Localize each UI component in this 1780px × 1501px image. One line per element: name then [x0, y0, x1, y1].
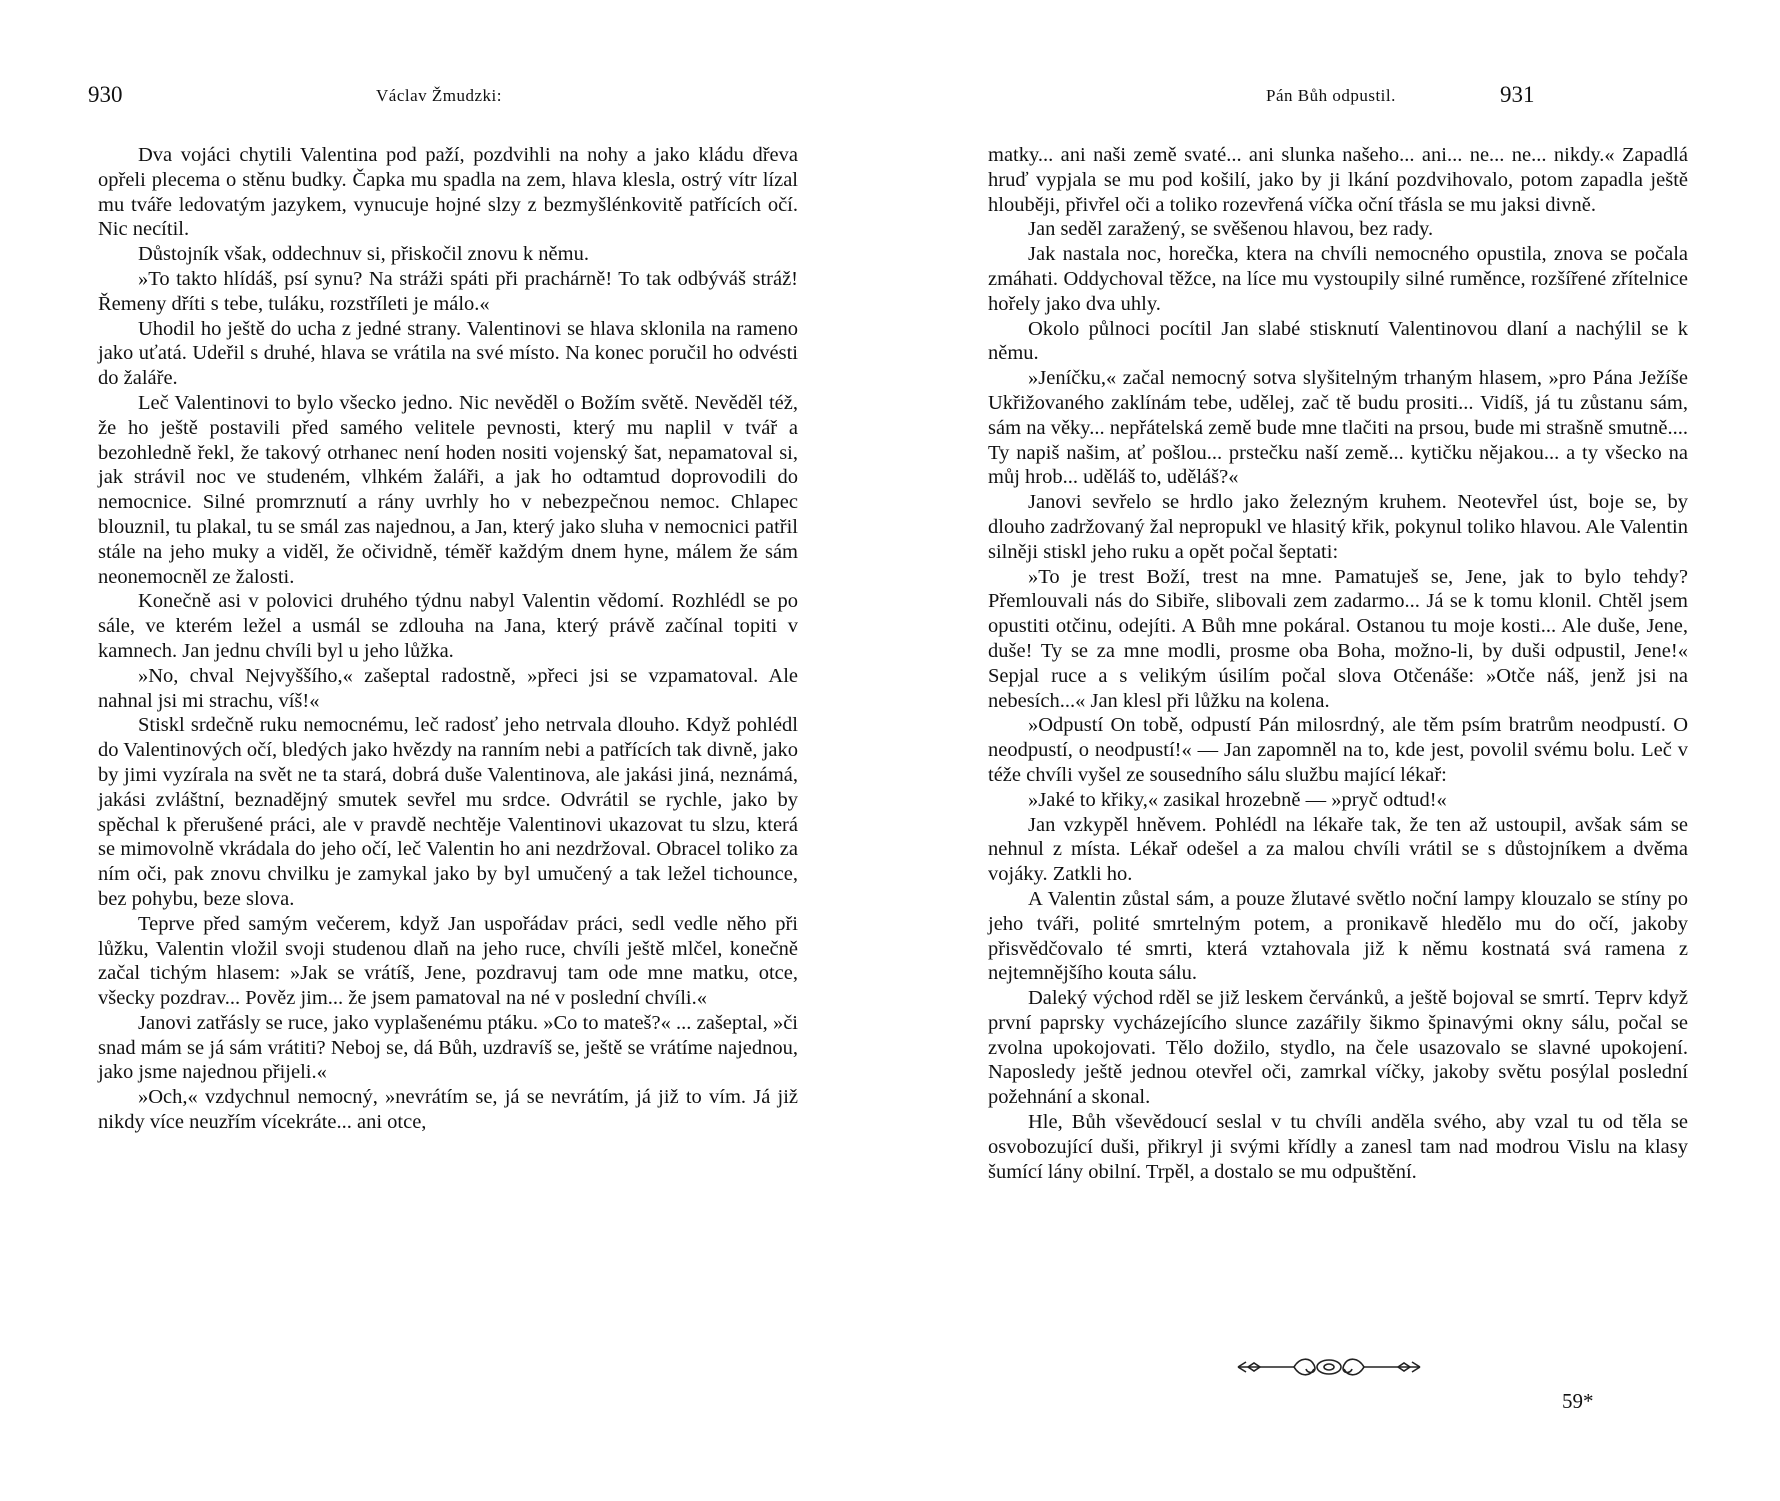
paragraph: Janovi zatřásly se ruce, jako vyplašenému ptáku. »Co to mateš?« ... zašeptal, »či snad mám se já sám vrátiti? Neboj se, dá Bůh, uzdravíš se, ještě se vrátíme najednou, jako jsme najednou přijeli.«: [98, 1011, 798, 1084]
paragraph: A Valentin zůstal sám, a pouze žlutavé světlo noční lampy klouzalo se stíny po jeho tváři, polité smrtelným potem, a pronikavě hledělo mu do očí, jakoby přisvědčovalo té smrti, která vztahovala již k němu kostnatá svá ramena z nejtemnějšího kouta sálu.: [988, 887, 1688, 985]
paragraph: Konečně asi v polovici druhého týdnu nabyl Valentin vědomí. Rozhlédl se po sále, ve kterém ležel a usmál se zdlouha na Jana, který právě začínal topiti v kamnech. Jan jednu chvíli byl u jeho lůžka.: [98, 590, 798, 662]
paragraph: matky... ani naši země svaté... ani slunka našeho... ani... ne... ne... nikdy.« Zapadlá hruď vypjala se mu pod košilí, jako by ji lkání pozdvihovalo, potom zapadla ještě hlouběji, přivřel oči a toliko rozevřená víčka oční třásla se mu jaksi divně.: [988, 144, 1688, 216]
paragraph: Teprve před samým večerem, když Jan uspořádav práci, sedl vedle něho při lůžku, Valentin vložil svoji studenou dlaň na jeho ruce, chvíli ještě mlčel, konečně začal tichým hlasem: »Jak se vrátíš, Jene, pozdravuj tam ode mne matku, otce, všecky pozdrav... Pověz jim... že jsem pamatoval na né v poslední chvíli.«: [98, 912, 798, 1010]
paragraph: Daleký východ rděl se již leskem červánků, a ještě bojoval se smrtí. Teprv když první paprsky vycházejícího slunce zazářily šikmo špinavými okny sálu, počal se zvolna upokojovati. Tělo dožilo, stydlo, na čele usazovalo se slavné upokojení. Naposledy ještě jednou otevřel oči, zamrkal víčky, jakoby světu posýlal poslední požehnání a skonal.: [988, 987, 1688, 1109]
paragraph: Stiskl srdečně ruku nemocnému, leč radosť jeho netrvala dlouho. Když pohlédl do Valentinových očí, bledých jako hvězdy na ranním nebi a patřících tak divně, jako by jimi vyzírala na svět ne ta stará, dobrá duše Valentinova, ale jakási jiná, neznámá, jakási zvláštní, beznadějný smutek sevřel mu srdce. Odvrátil se rychle, jako by spěchal k přerušené práci, ale v pravdě nechtěje Valentinovi ukazovat tu slzu, která se mimovolně vkrádala do jeho očí, leč Valentin ho ani nezdržoval. Obracel toliko za ním oči, pak znovu chvilku je zamykal jako by byl umučený a tak ležel tichounce, bez pohybu, beze slova.: [98, 714, 798, 910]
paragraph: »Jaké to křiky,« zasikal hrozebně — »pryč odtud!«: [1028, 788, 1447, 811]
body-text: [98, 143, 798, 1135]
paragraph: »To takto hlídáš, psí synu? Na stráži spáti při prachárně! To tak odbýváš stráž! Řemeny dříti s tebe, tuláku, rozstříleti je málo.«: [98, 267, 798, 315]
paragraph: Uhodil ho ještě do ucha z jedné strany. Valentinovi se hlava sklonila na rameno jako uťatá. Udeřil s druhé, hlava se vrátila na své místo. Na konec poručil ho odvésti do žaláře.: [98, 317, 798, 390]
paragraph: Okolo půlnoci pocítil Jan slabé stisknutí Valentinovou dlaní a nachýlil se k němu.: [988, 317, 1688, 365]
running-head: Pán Bůh odpustil.: [1266, 86, 1396, 105]
paragraph: Dva vojáci chytili Valentina pod paží, pozdvihli na nohy a jako kládu dřeva opřeli plecema o stěnu budky. Čapka mu spadla na zem, hlava klesla, ostrý vítr lízal mu tváře ledovatým jazykem, vynucuje hojné slzy z bezmyšlénkovitě patřících očí. Nic necítil.: [98, 144, 798, 241]
paragraph: Jak nastala noc, horečka, ktera na chvíli nemocného opustila, znova se počala zmáhati. Oddychoval těžce, na líce mu vystoupily silné ruměnce, rozšířené zřítelnice hořely jako dva uhly.: [988, 243, 1688, 315]
paragraph: Janovi sevřelo se hrdlo jako železným kruhem. Neotevřel úst, boje se, by dlouho zadržovaný žal nepropukl ve hlasitý křik, pokynul toliko hlavou. Ale Valentin silněji stiskl jeho ruku a opět počal šeptati:: [988, 491, 1688, 563]
paragraph: Důstojník však, oddechnuv si, přiskočil znovu k němu.: [138, 243, 589, 266]
paragraph: Leč Valentinovi to bylo všecko jedno. Nic nevěděl o Božím světě. Nevěděl též, že ho ještě postavili před samého velitele pevnosti, který mu naplil v tvář a bezohledně řekl, že takový otrhanec není hoden nositi vojenský šat, nepamatoval si, jak strávil noc ve studeném, vlhkém žaláři, a jak ho odtamtud doprovodili do nemocnice. Silné promrznutí a rány uvrhly ho v nebezpečnou nemoc. Chlapec blouznil, tu plakal, tu se smál zas najednou, a Jan, který jako sluha v nemocnici patřil stále na jeho muky a viděl, že očividně, téměř každým dnem hyne, málem že sám neonemocněl ze žalosti.: [98, 391, 798, 588]
ornament-icon: [1234, 1354, 1424, 1380]
running-head: Václav Žmudzki:: [376, 86, 502, 105]
paragraph: Hle, Bůh vševědoucí seslal v tu chvíli anděla svého, aby vzal tu od těla se osvobozující duši, přikryl ji svými křídly a zanesl tam nad modrou Vislu na klasy šumící lány obilní. Trpěl, a dostalo se mu odpuštění.: [988, 1111, 1688, 1183]
paragraph: »Och,« vzdychnul nemocný, »nevrátím se, já se nevrátím, já již to vím. Já již nikdy více neuzřím vícekráte... ani otce,: [98, 1086, 798, 1134]
paragraph: Jan vzkypěl hněvem. Pohlédl na lékaře tak, že ten až ustoupil, avšak sám se nehnul z místa. Lékař odešel a za malou chvíli vrátil se s důstojníkem a dvěma vojáky. Zatkli ho.: [988, 813, 1688, 886]
paragraph: Jan seděl zaražený, se svěšenou hlavou, bez rady.: [1028, 218, 1434, 241]
page-number: 931: [1500, 82, 1535, 107]
paragraph: »To je trest Boží, trest na mne. Pamatuješ se, Jene, jak to bylo tehdy? Přemlouvali nás do Sibiře, slibovali zem zadarmo... Já se k tomu klonil. Chtěl jsem opustiti otčinu, odejíti. A Bůh mne pokáral. Ostanou tu moje kosti... Ale duše, Jene, duše! Ty se za mne modli, prosme oba Boha, možno-li, by duši odpustil, Jene!« Sepjal ruce a s velikým úsilím počal slova Otčenáše: »Otče náš, jenž jsi na nebesích...« Jan klesl při lůžku na kolena.: [988, 565, 1688, 712]
right-page: [890, 0, 1780, 1501]
paragraph: »No, chval Nejvyššího,« zašeptal radostně, »přeci jsi se vzpamatoval. Ale nahnal jsi mi strachu, víš!«: [98, 664, 798, 712]
paragraph: »Jeníčku,« začal nemocný sotva slyšitelným trhaným hlasem, »pro Pána Ježíše Ukřižovaného zaklínám tebe, udělej, zač tě budu prositi... Vidíš, já tu zůstanu sám, sám na věky... nepřátelská země bude mne tlačiti na prsou, bude mi strašně smutně.... Ty napiš našim, ať pošlou... prstečku naší země... kytičku nějakou... a ty všecko na můj hrob... uděláš to, uděláš?«: [988, 367, 1688, 489]
paragraph: »Odpustí On tobě, odpustí Pán milosrdný, ale těm psím bratrům neodpustí. O neodpustí, o neodpustí!« — Jan zapomněl na to, kde jest, povolil svému bolu. Leč v téže chvíli vyšel ze sousedního sálu službu mající lékař:: [988, 714, 1688, 786]
page-number: 930: [88, 82, 123, 107]
body-text: [988, 143, 1688, 1184]
signature-mark: 59*: [1562, 1389, 1594, 1413]
